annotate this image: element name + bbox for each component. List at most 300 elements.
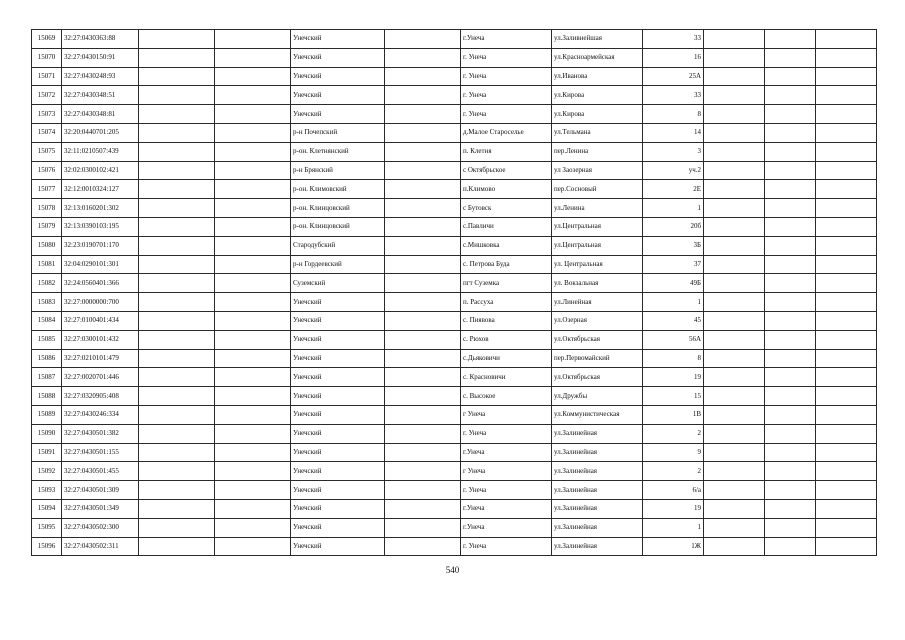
cell-empty (139, 161, 215, 180)
cell-empty (765, 349, 816, 368)
cell-empty (215, 499, 291, 518)
cell-cadastral-number: 32:13:0160201:302 (62, 199, 139, 218)
cell-empty (385, 217, 461, 236)
cell-empty (139, 67, 215, 86)
cell-empty (704, 424, 765, 443)
cell-street: ул.Кирова (552, 86, 643, 105)
cell-empty (139, 518, 215, 537)
cell-house: 6/а (643, 481, 704, 500)
cell-number: 15085 (32, 330, 62, 349)
cell-empty (816, 405, 877, 424)
cell-district: Унечский (291, 462, 385, 481)
cell-street: ул Заозерная (552, 161, 643, 180)
cell-settlement: п. Клетня (461, 142, 552, 161)
cell-empty (215, 199, 291, 218)
cell-settlement: г. Унеча (461, 86, 552, 105)
cell-empty (385, 30, 461, 49)
cell-cadastral-number: 32:11:0210507:439 (62, 142, 139, 161)
cell-street: ул.Иванова (552, 67, 643, 86)
cell-empty (816, 424, 877, 443)
cell-empty (816, 123, 877, 142)
cell-empty (816, 462, 877, 481)
table-row (32, 387, 877, 406)
cell-empty (385, 255, 461, 274)
cell-house: 1 (643, 293, 704, 312)
cell-street: ул.Залинейная (552, 518, 643, 537)
table-row (32, 48, 877, 67)
table-row (32, 142, 877, 161)
cell-street: ул.Заливнейшая (552, 30, 643, 49)
cell-cadastral-number: 32:27:0430502:311 (62, 537, 139, 556)
cell-house: 1Ж (643, 537, 704, 556)
cell-empty (765, 180, 816, 199)
cell-empty (215, 405, 291, 424)
cell-empty (215, 424, 291, 443)
table-row (32, 199, 877, 218)
table-row (32, 405, 877, 424)
cell-empty (704, 217, 765, 236)
cell-cadastral-number: 32:27:0300101:432 (62, 330, 139, 349)
cell-district: Унечский (291, 67, 385, 86)
cell-cadastral-number: 32:24:0560401:366 (62, 274, 139, 293)
cell-street: ул.Кирова (552, 105, 643, 124)
cell-empty (139, 311, 215, 330)
table-row (32, 180, 877, 199)
cell-empty (704, 161, 765, 180)
cell-settlement: с.Мишковка (461, 236, 552, 255)
table-row (32, 368, 877, 387)
cell-empty (215, 462, 291, 481)
cell-empty (816, 199, 877, 218)
cell-empty (215, 123, 291, 142)
cell-cadastral-number: 32:04:0290101:301 (62, 255, 139, 274)
cell-settlement: п.Климово (461, 180, 552, 199)
cell-settlement: г.Унеча (461, 443, 552, 462)
cell-settlement: г. Унеча (461, 537, 552, 556)
cell-empty (385, 123, 461, 142)
cell-number: 15073 (32, 105, 62, 124)
cell-empty (704, 274, 765, 293)
cell-empty (704, 293, 765, 312)
cell-settlement: г. Унеча (461, 67, 552, 86)
cell-cadastral-number: 32:27:0430150:91 (62, 48, 139, 67)
cell-cadastral-number: 32:27:0430501:382 (62, 424, 139, 443)
cell-number: 15072 (32, 86, 62, 105)
cell-settlement: с. Красновичи (461, 368, 552, 387)
cell-empty (704, 481, 765, 500)
cell-street: ул. Центральная (552, 255, 643, 274)
cell-empty (215, 236, 291, 255)
table-row (32, 236, 877, 255)
table-row (32, 293, 877, 312)
cell-street: ул.Залинейная (552, 537, 643, 556)
cell-empty (385, 293, 461, 312)
cell-house: 45 (643, 311, 704, 330)
cell-empty (385, 199, 461, 218)
cell-number: 15086 (32, 349, 62, 368)
cell-empty (385, 349, 461, 368)
cell-empty (765, 142, 816, 161)
cell-empty (765, 274, 816, 293)
cell-street: пер.Ленина (552, 142, 643, 161)
cell-cadastral-number: 32:27:0430501:349 (62, 499, 139, 518)
cell-house: 16 (643, 48, 704, 67)
cell-empty (704, 405, 765, 424)
cell-empty (765, 67, 816, 86)
table-row (32, 161, 877, 180)
cell-number: 15069 (32, 30, 62, 49)
cell-empty (215, 349, 291, 368)
cell-district: Унечский (291, 330, 385, 349)
cell-cadastral-number: 32:13:0390103:195 (62, 217, 139, 236)
cell-empty (765, 443, 816, 462)
cell-empty (385, 387, 461, 406)
table-row (32, 499, 877, 518)
cell-empty (139, 481, 215, 500)
cell-settlement: г.Унеча (461, 518, 552, 537)
cell-number: 15070 (32, 48, 62, 67)
cell-empty (704, 30, 765, 49)
cell-empty (765, 161, 816, 180)
cell-empty (139, 387, 215, 406)
cell-empty (765, 30, 816, 49)
cell-empty (816, 86, 877, 105)
cell-district: Унечский (291, 105, 385, 124)
cell-empty (385, 311, 461, 330)
cell-empty (385, 330, 461, 349)
cell-number: 15076 (32, 161, 62, 180)
cell-cadastral-number: 32:02:0300102:421 (62, 161, 139, 180)
cell-empty (385, 105, 461, 124)
cell-empty (704, 67, 765, 86)
cell-district: Унечский (291, 405, 385, 424)
cell-empty (215, 387, 291, 406)
cell-empty (385, 518, 461, 537)
cell-settlement: г Унеча (461, 462, 552, 481)
cell-empty (385, 86, 461, 105)
cell-house: 3Б (643, 236, 704, 255)
cell-district: Унечский (291, 387, 385, 406)
cell-empty (139, 443, 215, 462)
cell-empty (765, 499, 816, 518)
cell-district: Унечский (291, 293, 385, 312)
cell-empty (139, 293, 215, 312)
cell-house: 1В (643, 405, 704, 424)
registry-table (31, 29, 877, 556)
cell-empty (704, 537, 765, 556)
cell-empty (704, 105, 765, 124)
cell-empty (704, 199, 765, 218)
cell-settlement: г. Унеча (461, 48, 552, 67)
table-row (32, 311, 877, 330)
cell-empty (385, 443, 461, 462)
cell-cadastral-number: 32:27:0210101:479 (62, 349, 139, 368)
cell-cadastral-number: 32:20:0440701:205 (62, 123, 139, 142)
cell-empty (704, 142, 765, 161)
cell-empty (704, 518, 765, 537)
cell-empty (765, 537, 816, 556)
cell-empty (385, 142, 461, 161)
cell-cadastral-number: 32:23:0190701:170 (62, 236, 139, 255)
cell-empty (139, 424, 215, 443)
cell-empty (139, 537, 215, 556)
cell-empty (215, 311, 291, 330)
cell-empty (816, 481, 877, 500)
cell-number: 15090 (32, 424, 62, 443)
cell-district: Унечский (291, 368, 385, 387)
cell-empty (816, 217, 877, 236)
cell-district: Унечский (291, 518, 385, 537)
cell-house: 1 (643, 199, 704, 218)
cell-empty (139, 123, 215, 142)
table-row (32, 123, 877, 142)
cell-empty (139, 274, 215, 293)
cell-house: 3 (643, 142, 704, 161)
cell-empty (765, 368, 816, 387)
table-row (32, 67, 877, 86)
cell-empty (816, 330, 877, 349)
cell-empty (139, 30, 215, 49)
cell-empty (385, 274, 461, 293)
cell-street: ул.Коммунистическая (552, 405, 643, 424)
cell-number: 15087 (32, 368, 62, 387)
cell-empty (215, 48, 291, 67)
cell-cadastral-number: 32:27:0430248:93 (62, 67, 139, 86)
cell-number: 15083 (32, 293, 62, 312)
cell-house: 33 (643, 86, 704, 105)
cell-empty (704, 462, 765, 481)
cell-empty (704, 86, 765, 105)
cell-district: р-н Почепский (291, 123, 385, 142)
table-row (32, 330, 877, 349)
cell-empty (704, 330, 765, 349)
cell-empty (385, 537, 461, 556)
cell-empty (765, 86, 816, 105)
cell-house: 20б (643, 217, 704, 236)
cell-empty (215, 180, 291, 199)
cell-empty (215, 161, 291, 180)
cell-street: ул.Центральная (552, 217, 643, 236)
cell-settlement: г.Унеча (461, 499, 552, 518)
cell-empty (139, 142, 215, 161)
cell-street: ул.Залинейная (552, 462, 643, 481)
page-number: 540 (445, 565, 460, 575)
cell-empty (215, 217, 291, 236)
cell-district: р-он. Клинцовский (291, 217, 385, 236)
cell-empty (765, 105, 816, 124)
table-row (32, 349, 877, 368)
cell-settlement: с. Рюхов (461, 330, 552, 349)
cell-empty (816, 255, 877, 274)
cell-cadastral-number: 32:27:0430501:309 (62, 481, 139, 500)
cell-number: 15078 (32, 199, 62, 218)
cell-house: 2Е (643, 180, 704, 199)
cell-empty (765, 48, 816, 67)
cell-empty (816, 518, 877, 537)
cell-settlement: пгт Суземка (461, 274, 552, 293)
cell-settlement: д.Малое Староселье (461, 123, 552, 142)
cell-empty (385, 424, 461, 443)
cell-street: ул. Вокзальная (552, 274, 643, 293)
cell-street: ул.Озерная (552, 311, 643, 330)
cell-cadastral-number: 32:12:0010324:127 (62, 180, 139, 199)
cell-number: 15094 (32, 499, 62, 518)
cell-empty (704, 236, 765, 255)
table-body (32, 30, 877, 556)
cell-empty (215, 30, 291, 49)
cell-district: Суземский (291, 274, 385, 293)
cell-empty (816, 180, 877, 199)
cell-empty (139, 462, 215, 481)
cell-empty (139, 330, 215, 349)
cell-empty (139, 349, 215, 368)
cell-street: ул.Дружбы (552, 387, 643, 406)
cell-cadastral-number: 32:27:0320905:408 (62, 387, 139, 406)
cell-empty (215, 105, 291, 124)
cell-empty (765, 481, 816, 500)
cell-settlement: с. Петрова Буда (461, 255, 552, 274)
cell-empty (816, 142, 877, 161)
table-row (32, 105, 877, 124)
cell-empty (385, 405, 461, 424)
cell-empty (385, 48, 461, 67)
cell-empty (385, 499, 461, 518)
cell-district: Унечский (291, 424, 385, 443)
cell-settlement: г Унеча (461, 405, 552, 424)
cell-empty (139, 255, 215, 274)
cell-house: 8 (643, 105, 704, 124)
cell-district: р-он. Клетнянский (291, 142, 385, 161)
cell-settlement: с.Дьяковичи (461, 349, 552, 368)
cell-empty (765, 462, 816, 481)
cell-district: р-н Гордеевский (291, 255, 385, 274)
cell-street: ул.Октябрьская (552, 330, 643, 349)
table-row (32, 30, 877, 49)
cell-empty (765, 387, 816, 406)
cell-district: Унечский (291, 481, 385, 500)
cell-empty (765, 199, 816, 218)
cell-street: ул.Октябрьская (552, 368, 643, 387)
cell-empty (765, 311, 816, 330)
cell-number: 15084 (32, 311, 62, 330)
table-row (32, 462, 877, 481)
cell-empty (215, 368, 291, 387)
cell-empty (215, 67, 291, 86)
cell-empty (765, 293, 816, 312)
cell-empty (765, 424, 816, 443)
cell-district: Унечский (291, 311, 385, 330)
cell-empty (816, 161, 877, 180)
table-row (32, 443, 877, 462)
table-row (32, 518, 877, 537)
cell-empty (816, 368, 877, 387)
cell-district: р-он. Климовский (291, 180, 385, 199)
table-row (32, 481, 877, 500)
cell-house: 37 (643, 255, 704, 274)
cell-street: ул.Залинейная (552, 481, 643, 500)
cell-cadastral-number: 32:27:0020701:446 (62, 368, 139, 387)
cell-street: пер.Первомайский (552, 349, 643, 368)
cell-street: ул.Линейная (552, 293, 643, 312)
cell-empty (139, 86, 215, 105)
cell-district: Унечский (291, 30, 385, 49)
cell-number: 15092 (32, 462, 62, 481)
cell-empty (816, 537, 877, 556)
cell-empty (139, 48, 215, 67)
cell-house: 19 (643, 368, 704, 387)
cell-house: 15 (643, 387, 704, 406)
table-row (32, 274, 877, 293)
cell-empty (704, 387, 765, 406)
cell-cadastral-number: 32:27:0430501:455 (62, 462, 139, 481)
cell-house: 9 (643, 443, 704, 462)
cell-empty (816, 499, 877, 518)
cell-settlement: с Октябрьское (461, 161, 552, 180)
cell-district: р-он. Клинцовский (291, 199, 385, 218)
cell-empty (704, 443, 765, 462)
cell-house: 1 (643, 518, 704, 537)
cell-cadastral-number: 32:27:0430502:300 (62, 518, 139, 537)
cell-empty (816, 293, 877, 312)
cell-settlement: с. Пиявова (461, 311, 552, 330)
cell-number: 15093 (32, 481, 62, 500)
cell-district: Унечский (291, 48, 385, 67)
cell-empty (215, 142, 291, 161)
cell-street: пер.Сосновый (552, 180, 643, 199)
cell-cadastral-number: 32:27:0430501:155 (62, 443, 139, 462)
cell-empty (816, 311, 877, 330)
cell-house: 56А (643, 330, 704, 349)
cell-empty (816, 443, 877, 462)
cell-street: ул.Ленина (552, 199, 643, 218)
cell-cadastral-number: 32:27:0100401:434 (62, 311, 139, 330)
cell-empty (215, 518, 291, 537)
cell-house: 49Б (643, 274, 704, 293)
cell-empty (765, 217, 816, 236)
cell-number: 15079 (32, 217, 62, 236)
cell-empty (816, 105, 877, 124)
cell-empty (215, 274, 291, 293)
cell-empty (704, 311, 765, 330)
cell-empty (215, 481, 291, 500)
table-row (32, 537, 877, 556)
cell-street: ул.Центральная (552, 236, 643, 255)
cell-street: ул.Залинейная (552, 424, 643, 443)
cell-empty (704, 368, 765, 387)
cell-number: 15089 (32, 405, 62, 424)
cell-empty (704, 349, 765, 368)
cell-number: 15074 (32, 123, 62, 142)
cell-empty (816, 349, 877, 368)
cell-empty (215, 255, 291, 274)
cell-number: 15080 (32, 236, 62, 255)
cell-empty (385, 67, 461, 86)
cell-street: ул.Залинейная (552, 443, 643, 462)
cell-empty (139, 180, 215, 199)
cell-district: Унечский (291, 537, 385, 556)
cell-house: уч.2 (643, 161, 704, 180)
cell-empty (765, 236, 816, 255)
cell-number: 15075 (32, 142, 62, 161)
cell-empty (385, 368, 461, 387)
cell-empty (139, 105, 215, 124)
cell-cadastral-number: 32:27:0000000:700 (62, 293, 139, 312)
cell-street: ул.Тельмана (552, 123, 643, 142)
table-row (32, 217, 877, 236)
cell-settlement: с.Павличи (461, 217, 552, 236)
cell-empty (765, 518, 816, 537)
cell-cadastral-number: 32:27:0430348:81 (62, 105, 139, 124)
